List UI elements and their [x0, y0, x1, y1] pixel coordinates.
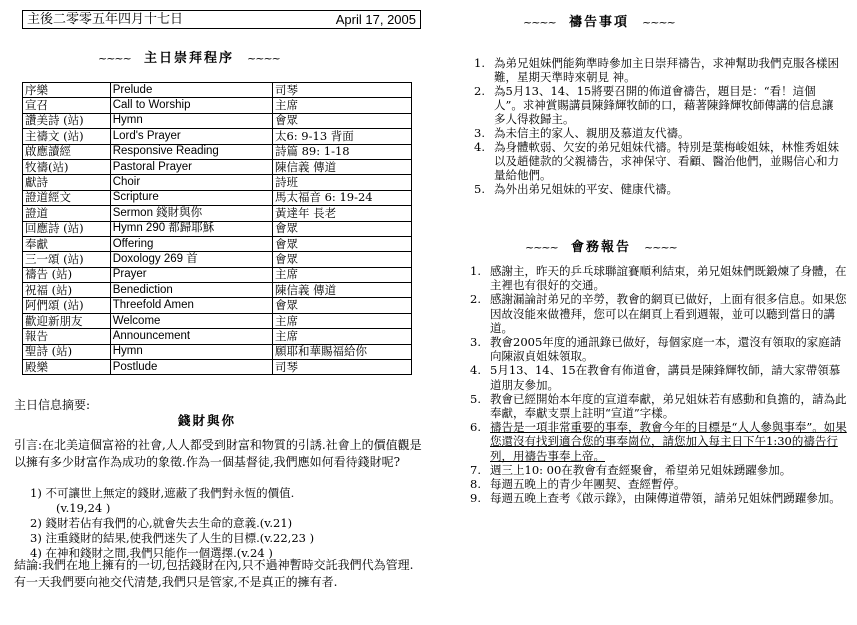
program-leader: 主席 [272, 267, 411, 282]
item-text: 禱告是一項非常重要的事奉，教會今年的目標是“人人參與事奉”。如果您還沒有找到適合您的事奉崗位，請您加入每主日下午1:30的禱告行列，用禱告事奉上帝。 [490, 420, 847, 463]
program-english: Choir [110, 175, 272, 190]
program-leader: 會眾 [272, 252, 411, 267]
program-item: 祝福 (站) [23, 283, 111, 298]
sermon-intro: 引言:在北美這個富裕的社會,人人都受到財富和物質的引誘.社會上的價值觀是以擁有多少財富作為成功的象徵.作為一個基督徒,我們應如何看待錢財呢? [14, 438, 422, 469]
program-item: 回應詩 (站) [23, 221, 111, 236]
program-row [23, 175, 412, 190]
program-item: 殿樂 [23, 360, 111, 375]
sermon-conclusion: 結論:我們在地上擁有的一切,包括錢財在內,只不過神暫時交託我們代為管理.有一天我們要向祂交代清楚,我們只是管家,不是真正的擁有者. [14, 558, 414, 589]
item-number: 2. [470, 292, 481, 307]
item-number: 5. [474, 182, 485, 196]
program-leader: 願耶和華賜福給你 [272, 344, 411, 359]
program-item: 阿們頌 (站) [23, 298, 111, 313]
list-item [470, 477, 848, 491]
program-item: 啟應讀經 [23, 144, 111, 159]
announce-title: 會務報告 [570, 240, 631, 255]
ornament-icon: ~~~~ [525, 241, 558, 254]
program-leader: 詩班 [272, 175, 411, 190]
item-text: 感謝漏論討弟兄的辛勞，教會的網頁已做好，上面有很多信息。如果您因故沒能來做禮拜，您可以在網頁上看到週報，並可以聽到當日的講道。 [490, 292, 847, 335]
list-item [474, 56, 844, 84]
program-item: 證道 [23, 206, 111, 221]
sermon-point-ref: (v.19,24 ) [56, 501, 111, 515]
item-text: 為未信主的家人、親朋及慕道友代禱。 [494, 126, 690, 140]
item-number: 3. [470, 335, 481, 350]
program-row [23, 98, 412, 113]
program-row [23, 298, 412, 313]
item-text: 5月13、14、15在教會有佈道會，講員是陳鋒輝牧師，請大家帶領慕道朋友參加。 [490, 363, 841, 392]
list-item [470, 420, 848, 463]
program-leader: 司琴 [272, 360, 411, 375]
list-item [474, 182, 844, 196]
program-row [23, 221, 412, 236]
english-date: April 17, 2005 [335, 12, 416, 27]
sermon-title: 錢財與你 [178, 413, 237, 428]
item-number: 2. [474, 84, 485, 98]
program-leader: 馬太福音 6: 19-24 [272, 190, 411, 205]
ornament-icon: ~~~~ [523, 16, 556, 29]
program-item: 聖詩 (站) [23, 344, 111, 359]
worship-program-table [22, 82, 412, 375]
item-number: 1. [470, 264, 481, 278]
program-row [23, 129, 412, 144]
item-text: 每週五晚上查考《啟示錄》，由陳傳道帶領，請弟兄姐妹們踴躍參加。 [490, 491, 841, 506]
prayer-heading [523, 11, 675, 30]
program-english: Prelude [110, 83, 272, 98]
ornament-icon: ~~~~ [98, 52, 131, 65]
item-number: 8. [470, 477, 481, 492]
sermon-points [30, 486, 410, 561]
program-leader: 主席 [272, 329, 411, 344]
program-row [23, 283, 412, 298]
list-item [470, 264, 848, 292]
program-english: Pastoral Prayer [110, 159, 272, 174]
program-item: 獻詩 [23, 175, 111, 190]
program-row [23, 360, 412, 375]
item-number: 4. [474, 140, 485, 154]
program-item: 歡迎新朋友 [23, 313, 111, 328]
program-leader: 會眾 [272, 236, 411, 251]
list-item [470, 392, 848, 420]
program-leader: 司琴 [272, 83, 411, 98]
program-english: Announcement [110, 329, 272, 344]
program-leader: 詩篇 89: 1-18 [272, 144, 411, 159]
item-text: 週三上10: 00在教會有查經聚會，希望弟兄姐妹踴躍參加。 [490, 462, 792, 477]
program-row [23, 236, 412, 251]
prayer-list [474, 56, 844, 196]
item-number: 4. [470, 363, 481, 378]
program-row [23, 329, 412, 344]
program-item: 主禱文 (站) [23, 129, 111, 144]
program-english: Scripture [110, 190, 272, 205]
date-header [22, 10, 421, 29]
program-row [23, 206, 412, 221]
program-item: 禱告 (站) [23, 267, 111, 282]
program-leader: 會眾 [272, 221, 411, 236]
program-item: 報告 [23, 329, 111, 344]
program-row [23, 252, 412, 267]
program-item: 證道經文 [23, 190, 111, 205]
program-leader: 黃達年 長老 [272, 206, 411, 221]
program-item: 讚美詩 (站) [23, 113, 111, 128]
chinese-date: 主後二零零五年四月十七日 [27, 12, 184, 27]
list-item [470, 463, 848, 477]
item-text: 每週五晚上的青少年團契、查經暫停。 [490, 477, 686, 492]
list-item [470, 363, 848, 391]
list-item [474, 126, 844, 140]
item-number: 3. [474, 126, 485, 140]
program-english: Call to Worship [110, 98, 272, 113]
program-item: 序樂 [23, 83, 111, 98]
program-english: Doxology 269 首 [110, 252, 272, 267]
list-item [470, 335, 848, 363]
program-english: Benediction [110, 283, 272, 298]
program-leader: 會眾 [272, 113, 411, 128]
sermon-summary-label: 主日信息摘要: [14, 398, 91, 412]
program-row [23, 83, 412, 98]
program-row [23, 267, 412, 282]
program-item: 三一頌 (站) [23, 252, 111, 267]
program-item: 宣召 [23, 98, 111, 113]
program-english: Hymn 290 都歸耶穌 [110, 221, 272, 236]
item-text: 教會2005年度的通訊錄已做好，每個家庭一本，還沒有領取的家庭請向陳淑貞姐妹領取。 [490, 335, 842, 364]
program-english: Postlude [110, 360, 272, 375]
program-heading [98, 47, 280, 66]
program-english: Threefold Amen [110, 298, 272, 313]
item-text: 教會已經開始本年度的宣道奉獻，弟兄姐妹若有感動和負擔的，請為此奉獻，奉獻支票上註明“宣道”字樣。 [490, 391, 847, 421]
item-text: 為身體軟弱、欠安的弟兄姐妹代禱。特別是葉梅峻姐妹，林惟秀姐妹以及趙健款的父親禱告，求神保守、看顧、醫治他們，並賜信心和力量給他們。 [494, 140, 839, 182]
announce-list [470, 264, 848, 505]
program-row [23, 113, 412, 128]
program-english: Hymn [110, 344, 272, 359]
ornament-icon: ~~~~ [644, 241, 677, 254]
program-leader: 主席 [272, 98, 411, 113]
program-english: Responsive Reading [110, 144, 272, 159]
prayer-title: 禱告事項 [568, 15, 629, 30]
program-item: 牧禱(站) [23, 159, 111, 174]
program-item: 奉獻 [23, 236, 111, 251]
sermon-point: 1) 不可讓世上無定的錢財,遮蔽了我們對永恆的價值. [30, 486, 295, 500]
item-number: 5. [470, 391, 481, 406]
item-number: 7. [470, 462, 481, 477]
announce-heading [525, 236, 677, 255]
program-row [23, 313, 412, 328]
program-english: Hymn [110, 113, 272, 128]
program-row [23, 344, 412, 359]
item-number: 1. [474, 56, 485, 70]
item-number: 9. [470, 491, 481, 506]
sermon-point: 4) 在神和錢財之間,我們只能作一個選擇.(v.24 ) [30, 546, 273, 560]
program-english: Lord's Prayer [110, 129, 272, 144]
list-item [474, 84, 844, 126]
program-leader: 會眾 [272, 298, 411, 313]
program-english: Welcome [110, 313, 272, 328]
sermon-point: 2) 錢財若佔有我們的心,就會失去生命的意義.(v.21) [30, 516, 293, 530]
program-leader: 太6: 9-13 背面 [272, 129, 411, 144]
item-number: 6. [470, 420, 481, 435]
list-item [470, 491, 848, 505]
sermon-point: 3) 注重錢財的結果,使我們迷失了人生的目標.(v.22,23 ) [30, 531, 315, 545]
item-text: 感謝主，昨天的乒乓球聯誼賽順利結束，弟兄姐妹們既鍛煉了身體，在主裡也有很好的交通。 [490, 264, 847, 293]
item-text: 為外出弟兄姐妹的平安、健康代禱。 [494, 182, 678, 196]
item-text: 為弟兄姐妹們能夠準時參加主日崇拜禱告，求神幫助我們克服各樣困難，星期天準時來朝見 神。 [494, 56, 839, 84]
ornament-icon: ~~~~ [642, 16, 675, 29]
list-item [474, 140, 844, 182]
ornament-icon: ~~~~ [247, 52, 280, 65]
program-english: Prayer [110, 267, 272, 282]
program-row [23, 144, 412, 159]
program-title: 主日崇拜程序 [143, 51, 234, 66]
program-english: Sermon 錢財與你 [110, 206, 272, 221]
program-row [23, 190, 412, 205]
program-english: Offering [110, 236, 272, 251]
program-row [23, 159, 412, 174]
list-item [470, 292, 848, 335]
program-leader: 主席 [272, 313, 411, 328]
item-text: 為5月13、14、15將要召開的佈道會禱告，題目是：“看！這個人”。求神賞賜講員陳鋒輝牧師的口，藉著陳鋒輝牧師傳講的信息讓多人得救歸主。 [494, 84, 834, 126]
program-leader: 陳信義 傳道 [272, 159, 411, 174]
program-leader: 陳信義 傳道 [272, 283, 411, 298]
